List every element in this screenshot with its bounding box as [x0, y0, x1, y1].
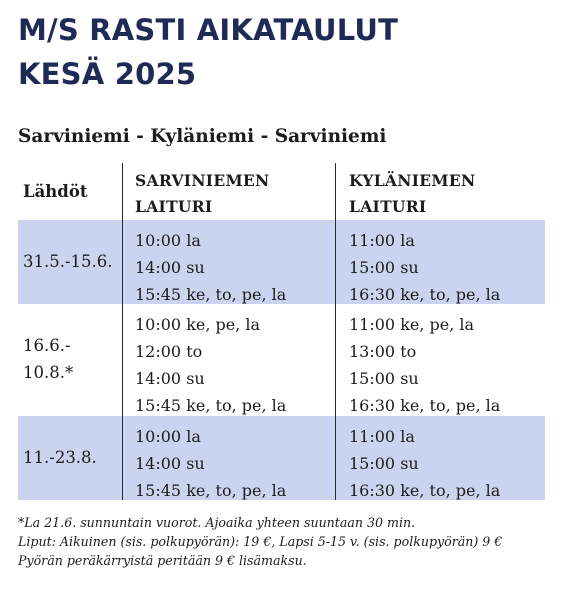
departure-time: 15:00 su	[349, 369, 419, 388]
period-label: 10.8.*	[23, 363, 74, 382]
period-label: 31.5.-15.6.	[23, 252, 113, 271]
page-title-line-2: KESÄ 2025	[18, 57, 197, 91]
route-heading: Sarviniemi - Kyläniemi - Sarviniemi	[18, 126, 387, 147]
period-cell	[18, 416, 122, 500]
departure-time: 11:00 ke, pe, la	[349, 315, 475, 334]
period-label: 11.-23.8.	[23, 448, 97, 467]
header-kylaniemi-line-2: LAITURI	[349, 197, 427, 216]
departure-time: 15:45 ke, to, pe, la	[135, 481, 287, 500]
departure-time: 16:30 ke, to, pe, la	[349, 481, 501, 500]
header-sarviniemi	[122, 163, 335, 220]
page-title	[18, 8, 568, 96]
period-label: 16.6.-	[23, 336, 71, 355]
departure-time: 12:00 to	[135, 342, 203, 361]
timetable	[18, 163, 545, 500]
departure-time: 15:45 ke, to, pe, la	[135, 396, 287, 415]
footnotes	[18, 513, 568, 570]
kylaniemi-times-cell	[335, 304, 545, 416]
header-sarviniemi-line-2: LAITURI	[135, 197, 213, 216]
departure-time: 15:45 ke, to, pe, la	[135, 285, 287, 304]
header-sarviniemi-line-1: SARVINIEMEN	[135, 171, 270, 190]
departure-time: 16:30 ke, to, pe, la	[349, 285, 501, 304]
page-title-line-1: M/S RASTI AIKATAULUT	[18, 13, 399, 47]
footnote-tickets: Liput: Aikuinen (sis. polkupyörän): 19 €, Lapsi 5-15 v. (sis. polkupyörän) 9 €	[18, 534, 503, 549]
kylaniemi-times-cell	[335, 416, 545, 500]
sarviniemi-times-cell	[122, 220, 335, 304]
header-departures	[18, 163, 122, 220]
timetable-header-row	[18, 163, 545, 220]
header-departures-label: Lähdöt	[23, 182, 88, 201]
sarviniemi-times-cell	[122, 416, 335, 500]
departure-time: 10:00 ke, pe, la	[135, 315, 261, 334]
table-row	[18, 304, 545, 416]
period-cell	[18, 304, 122, 416]
departure-time: 14:00 su	[135, 258, 205, 277]
footnote-trailer: Pyörän peräkärryistä peritään 9 € lisämaksu.	[18, 553, 307, 568]
departure-time: 16:30 ke, to, pe, la	[349, 396, 501, 415]
sarviniemi-times-cell	[122, 304, 335, 416]
header-kylaniemi-line-1: KYLÄNIEMEN	[349, 171, 476, 190]
departure-time: 14:00 su	[135, 454, 205, 473]
table-row	[18, 220, 545, 304]
header-kylaniemi	[335, 163, 545, 220]
departure-time: 10:00 la	[135, 231, 201, 250]
departure-time: 10:00 la	[135, 427, 201, 446]
period-cell	[18, 220, 122, 304]
kylaniemi-times-cell	[335, 220, 545, 304]
footnote-schedule: *La 21.6. sunnuntain vuorot. Ajoaika yhteen suuntaan 30 min.	[18, 515, 416, 530]
departure-time: 14:00 su	[135, 369, 205, 388]
table-row	[18, 416, 545, 500]
departure-time: 13:00 to	[349, 342, 417, 361]
departure-time: 11:00 la	[349, 427, 415, 446]
departure-time: 11:00 la	[349, 231, 415, 250]
departure-time: 15:00 su	[349, 454, 419, 473]
departure-time: 15:00 su	[349, 258, 419, 277]
